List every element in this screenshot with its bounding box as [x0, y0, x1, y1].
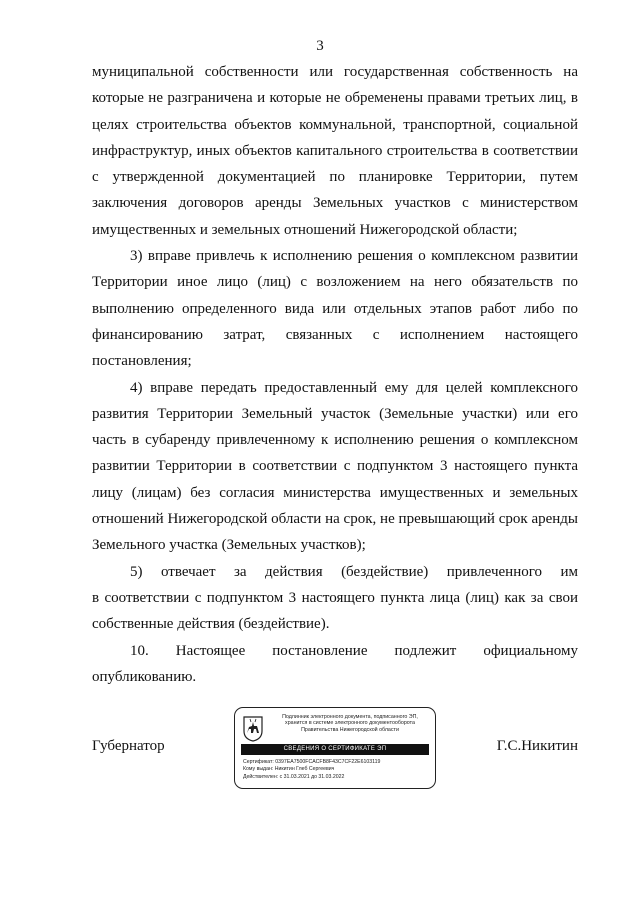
- electronic-signature-stamp: [234, 707, 436, 789]
- stamp-banner: СВЕДЕНИЯ О СЕРТИФИКАТЕ ЭП: [241, 744, 429, 755]
- paragraph-item-4: 4) вправе передать предоставленный ему для целей комплексного развития Территории Земельный участок (Земельные участки) или его часть в субаренду привлеченному к исполнению решения о комплексном развитии Территории в соответствии с подпунктом 3 настоящего пункта лицу (лицам) без согласия министерства имущественных и земельных отношений Нижегородской области на срок, не превышающий срок аренды Земельного участка (Земельных участков);: [92, 379, 578, 554]
- certificate-label: Сертификат:: [243, 759, 274, 765]
- stamp-details: [243, 759, 431, 781]
- stamp-header-line: Правительства Нижегородской области: [301, 726, 399, 733]
- document-body: [92, 59, 578, 690]
- signatory-title: Губернатор: [92, 738, 165, 754]
- stamp-header: [269, 714, 431, 733]
- page-number: 3: [316, 38, 324, 54]
- signatory-name: Г.С.Никитин: [496, 738, 578, 754]
- validity-label: Действителен:: [243, 773, 279, 780]
- issued-to-value: Никитин Глеб Сергеевич: [274, 766, 335, 773]
- paragraph-item-10-rest: опубликованию.: [92, 668, 197, 685]
- paragraph-item-5-line-1: 5) отвечает за действия (бездействие) привлеченного им: [130, 563, 578, 580]
- certificate-row: [243, 759, 431, 766]
- paragraph-item-3: 3) вправе привлечь к исполнению решения о комплексном развитии Территории иное лицо (лиц) с возложением на него обязательств по выполнению определенного вида или отдельных этапов работ либо по финансированию затрат, связанных с исполнением настоящего постановления;: [92, 248, 578, 370]
- coat-of-arms-icon: [243, 716, 263, 742]
- issued-to-label: Кому выдан:: [243, 766, 274, 773]
- stamp-header-line: хранится в системе электронного документооборота: [285, 720, 415, 727]
- certificate-value: 0397EA7500FCACFB8F43C7CF22E6103119: [275, 759, 381, 765]
- paragraph-item-5-rest: в соответствии с подпунктом 3 настоящего пункта лица (лиц) как за свои собственные действия (бездействие).: [92, 589, 578, 633]
- stamp-header-line: Подлинник электронного документа, подписанного ЭП,: [282, 714, 418, 720]
- issued-to-row: [243, 766, 431, 773]
- paragraph-continuation: муниципальной собственности или государственная собственность на которые не разграничена и которые не обременены правами третьих лиц, в целях строительства объектов коммунальной, транспортной, социальной инфраструктур, иных объектов капитального строительства в соответствии с утвержденной документацией по планировке Территории, путем заключения договоров аренды Земельных участков с министерством имущественных и земельных отношений Нижегородской области;: [92, 64, 578, 238]
- paragraph-item-10-line-1: 10. Настоящее постановление подлежит официальному: [130, 642, 578, 659]
- validity-value: с 31.03.2021 до 31.03.2022: [279, 773, 345, 780]
- validity-row: [243, 774, 431, 781]
